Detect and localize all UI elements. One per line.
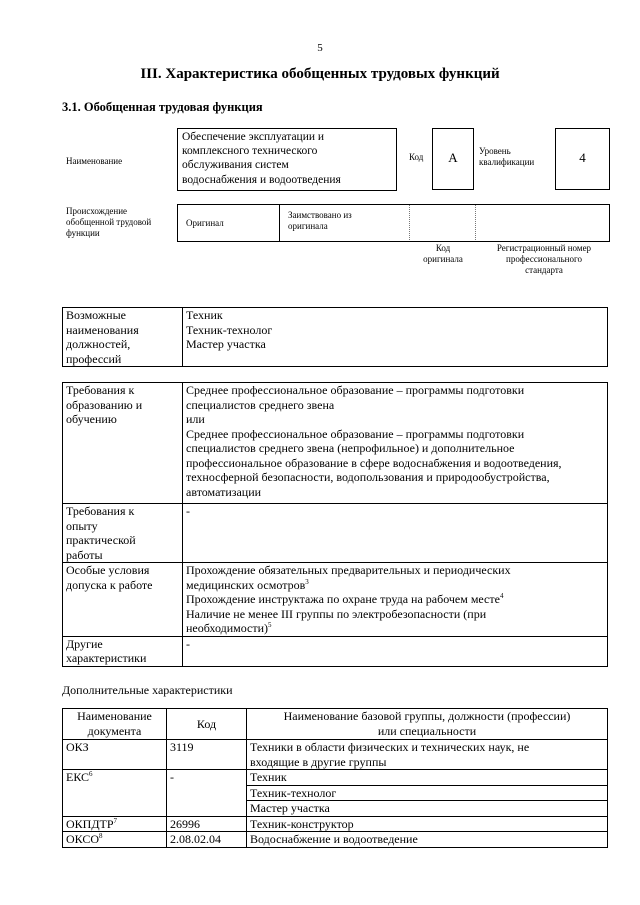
education-label-line: образованию и <box>66 397 143 412</box>
education-line: Среднее профессиональное образование – программы подготовки <box>186 426 525 441</box>
section-title: III. Характеристика обобщенных трудовых функций <box>140 66 500 82</box>
header-name <box>247 709 608 740</box>
function-name-box <box>177 128 397 191</box>
function-name-line: Обеспечение эксплуатации и <box>182 131 325 143</box>
origin-label <box>66 206 151 239</box>
special-line: Наличие не менее III группы по электробезопасности (при <box>186 606 487 621</box>
reg-number-line: профессионального <box>506 254 582 264</box>
table-row <box>63 636 608 666</box>
okz-name-line: Техники в области физических и технических наук, не <box>250 740 530 754</box>
okso-doc <box>63 832 167 848</box>
eks-doc-text: ЕКС <box>66 770 90 784</box>
eks-name: Техник <box>247 770 608 786</box>
reg-number-line: стандарта <box>525 265 563 275</box>
experience-label <box>63 504 183 563</box>
origin-divider <box>409 205 410 240</box>
reg-number-label <box>478 243 610 276</box>
origin-borrowed <box>288 210 352 232</box>
special-line <box>186 621 604 636</box>
footnote-ref: 4 <box>499 592 504 600</box>
okso-doc-text: ОКСО <box>66 832 100 846</box>
table-header-row <box>63 709 608 740</box>
special-label-line: допуска к работе <box>66 577 153 592</box>
other-label-line: характеристики <box>66 651 147 665</box>
subsection-title: 3.1. Обобщенная трудовая функция <box>62 100 263 114</box>
level-label <box>479 146 534 168</box>
okpdtr-code: 26996 <box>167 816 247 832</box>
table-row <box>63 308 608 367</box>
education-line: автоматизации <box>186 484 262 499</box>
experience-label-line: работы <box>66 547 103 562</box>
positions-table <box>62 307 608 367</box>
origin-label-line: функции <box>66 228 100 238</box>
education-label-line: обучению <box>66 412 117 426</box>
header-doc-line: Наименование <box>77 709 152 723</box>
experience-label-line: опыту <box>66 518 98 533</box>
table-row <box>63 770 608 786</box>
eks-code: - <box>167 770 247 817</box>
code-label: Код <box>409 152 424 162</box>
other-label <box>63 636 183 666</box>
experience-label-line: Требования к <box>66 504 135 518</box>
education-line: профессиональное образование в сфере водоснабжения и водоотведения, <box>186 455 562 470</box>
eks-doc <box>63 770 167 817</box>
education-line: специалистов среднего звена (непрофильное) и дополнительное <box>186 441 515 455</box>
table-row <box>63 740 608 770</box>
origin-table <box>177 204 610 242</box>
additional-title: Дополнительные характеристики <box>62 683 233 697</box>
position-item: Техник-технолог <box>186 322 273 337</box>
experience-value: - <box>183 504 608 563</box>
okso-name: Водоснабжение и водоотведение <box>247 832 608 848</box>
origin-divider <box>475 205 476 240</box>
footnote-ref: 7 <box>113 816 118 825</box>
footnote-ref: 6 <box>89 770 93 778</box>
okpdtr-doc-text: ОКПДТР <box>66 816 114 831</box>
table-row <box>63 504 608 563</box>
education-line: техносферной безопасности, водопользования и природообустройства, <box>186 470 550 484</box>
education-label-line: Требования к <box>66 383 135 397</box>
positions-values <box>183 308 608 367</box>
table-row <box>63 816 608 832</box>
position-item: Техник <box>186 308 223 322</box>
special-label <box>63 563 183 637</box>
code-original-line: оригинала <box>423 254 463 264</box>
footnote-ref: 8 <box>99 832 103 840</box>
header-doc-line: документа <box>87 723 142 738</box>
level-value: 4 <box>555 128 610 190</box>
special-label-line: Особые условия <box>66 563 150 577</box>
experience-label-line: практической <box>66 533 136 547</box>
footnote-ref: 3 <box>305 577 309 586</box>
special-value <box>183 563 608 637</box>
education-line: или <box>186 412 205 426</box>
eks-name: Техник-технолог <box>247 785 608 801</box>
code-original-label <box>412 243 474 265</box>
other-label-line: Другие <box>66 636 103 651</box>
additional-table <box>62 708 608 848</box>
positions-label <box>63 308 183 367</box>
okso-code: 2.08.02.04 <box>167 832 247 848</box>
positions-label-line: профессий <box>66 351 122 366</box>
education-value <box>183 383 608 504</box>
special-text: необходимости) <box>186 621 269 635</box>
level-label-line: Уровень <box>479 146 511 156</box>
origin-divider <box>279 204 280 242</box>
requirements-table <box>62 382 608 667</box>
origin-borrowed-line: Заимствовано из <box>288 210 352 220</box>
special-text: Прохождение инструктажа по охране труда на рабочем месте <box>186 592 500 606</box>
code-value: A <box>432 128 474 190</box>
positions-label-line: Возможные <box>66 308 126 322</box>
positions-label-line: должностей, <box>66 337 131 351</box>
special-line <box>186 592 604 607</box>
okz-code: 3119 <box>167 740 247 770</box>
header-doc <box>63 709 167 740</box>
okpdtr-name: Техник-конструктор <box>247 816 608 832</box>
okpdtr-doc <box>63 816 167 832</box>
origin-borrowed-line: оригинала <box>288 221 328 231</box>
education-line: специалистов среднего звена <box>186 397 335 412</box>
table-row <box>63 383 608 504</box>
education-line: Среднее профессиональное образование – программы подготовки <box>186 383 525 397</box>
table-row <box>63 832 608 848</box>
other-value: - <box>183 636 608 666</box>
education-label <box>63 383 183 504</box>
reg-number-line: Регистрационный номер <box>496 243 592 253</box>
page-number: 5 <box>317 42 323 54</box>
position-item: Мастер участка <box>186 337 266 351</box>
origin-label-line: Происхождение <box>66 206 128 216</box>
header-name-line: или специальности <box>377 723 477 738</box>
okz-doc: ОКЗ <box>63 740 167 770</box>
function-name-line: обслуживания систем <box>182 159 289 172</box>
special-text: медицинских осмотров <box>186 577 306 592</box>
eks-name: Мастер участка <box>247 801 608 817</box>
special-line <box>186 578 604 593</box>
code-original-line: Код <box>435 243 451 253</box>
name-label: Наименование <box>66 156 123 166</box>
positions-label-line: наименования <box>66 322 139 337</box>
okz-name-line: входящие в другие группы <box>250 754 387 769</box>
origin-label-line: обобщенной трудовой <box>66 217 152 227</box>
footnote-ref: 5 <box>268 621 272 629</box>
origin-original: Оригинал <box>186 218 224 228</box>
special-line: Прохождение обязательных предварительных и периодических <box>186 563 511 577</box>
level-label-line: квалификации <box>479 157 535 167</box>
okz-name <box>247 740 608 770</box>
table-row <box>63 563 608 637</box>
header-name-line: Наименование базовой группы, должности (профессии) <box>283 709 571 723</box>
function-name-line: комплексного технического <box>182 145 318 158</box>
function-name-line: водоснабжения и водоотведения <box>182 173 341 186</box>
header-code: Код <box>167 709 247 740</box>
